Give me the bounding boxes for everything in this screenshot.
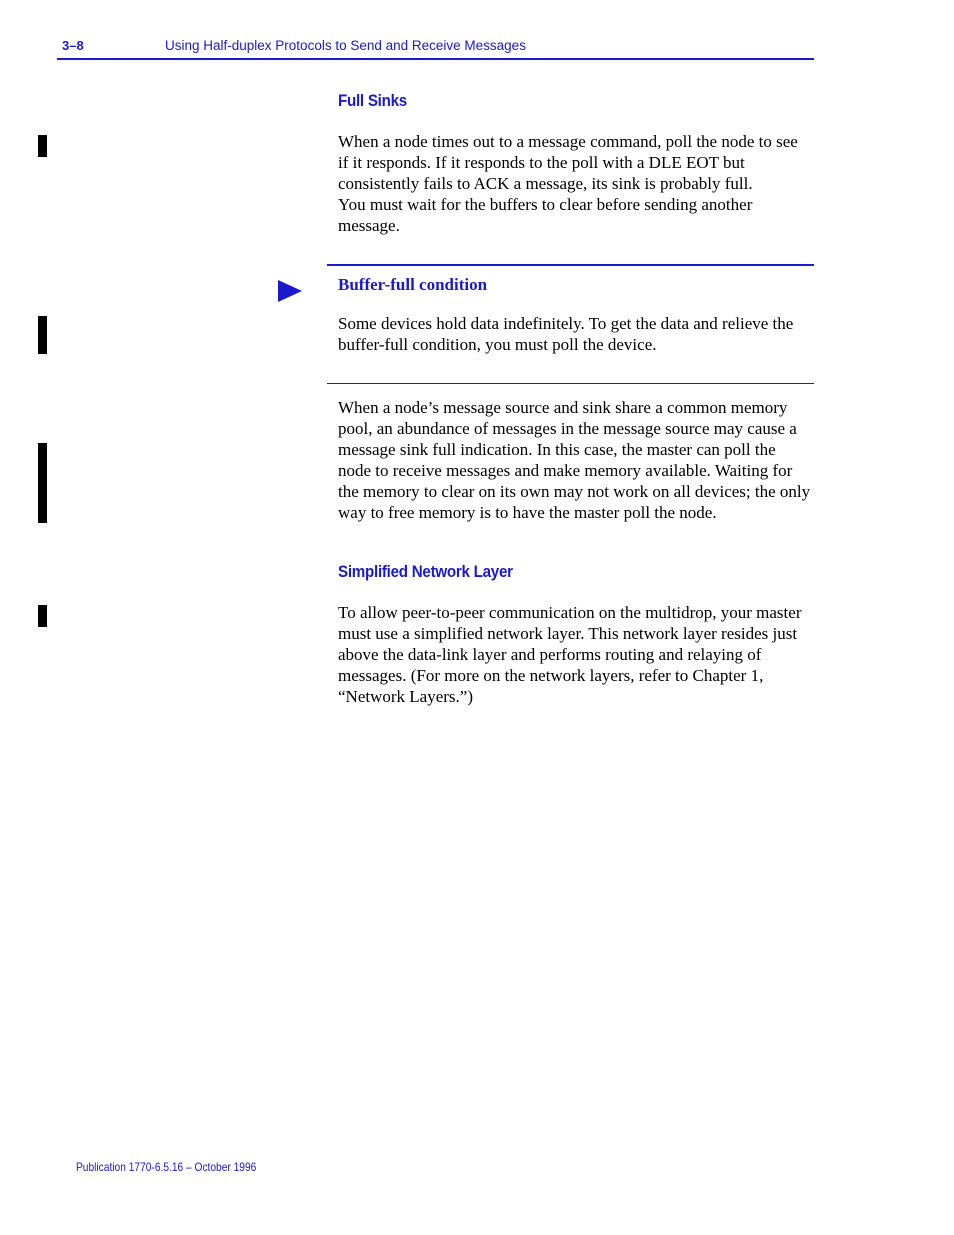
text-line: buffer-full condition, you must poll the device. bbox=[338, 335, 657, 354]
change-bar bbox=[38, 316, 47, 354]
text-line: When a node’s message source and sink share a common memory bbox=[338, 398, 788, 417]
text-line: node to receive messages and make memory available. Waiting for bbox=[338, 461, 793, 480]
text-line: messages. (For more on the network layers, refer to Chapter 1, bbox=[338, 666, 764, 685]
text-line: the memory to clear on its own may not work on all devices; the only bbox=[338, 482, 811, 501]
page-number: 3–8 bbox=[62, 38, 84, 53]
running-header-title: Using Half-duplex Protocols to Send and Receive Messages bbox=[165, 38, 526, 53]
text-line: message. bbox=[338, 216, 400, 235]
change-bar bbox=[38, 443, 47, 523]
text-line: “Network Layers.”) bbox=[338, 687, 473, 706]
text-line: above the data-link layer and performs routing and relaying of bbox=[338, 645, 762, 664]
header-rule bbox=[57, 58, 814, 60]
change-bar bbox=[38, 605, 47, 627]
text-line: if it responds. If it responds to the poll with a DLE EOT but bbox=[338, 153, 745, 172]
text-line: way to free memory is to have the master poll the node. bbox=[338, 503, 717, 522]
paragraph-simplified-network bbox=[338, 602, 818, 707]
paragraph-full-sinks bbox=[338, 131, 818, 236]
note-bottom-rule bbox=[327, 383, 814, 384]
text-line: Some devices hold data indefinitely. To get the data and relieve the bbox=[338, 314, 794, 333]
change-bar bbox=[38, 135, 47, 157]
text-line: You must wait for the buffers to clear before sending another bbox=[338, 195, 753, 214]
note-top-rule bbox=[327, 264, 814, 266]
arrow-right-icon bbox=[278, 280, 302, 307]
section-heading-simplified-network-layer: Simplified Network Layer bbox=[338, 563, 513, 581]
text-line: To allow peer-to-peer communication on the multidrop, your master bbox=[338, 603, 802, 622]
text-line: pool, an abundance of messages in the message source may cause a bbox=[338, 419, 797, 438]
text-line: When a node times out to a message command, poll the node to see bbox=[338, 132, 798, 151]
paragraph-shared-memory bbox=[338, 397, 818, 523]
text-line: message sink full indication. In this case, the master can poll the bbox=[338, 440, 776, 459]
text-line: must use a simplified network layer. This network layer resides just bbox=[338, 624, 798, 643]
section-heading-full-sinks: Full Sinks bbox=[338, 92, 407, 110]
text-line: consistently fails to ACK a message, its sink is probably full. bbox=[338, 174, 753, 193]
note-body bbox=[338, 313, 818, 355]
note-heading: Buffer-full condition bbox=[338, 275, 488, 294]
publication-footer: Publication 1770-6.5.16 – October 1996 bbox=[76, 1160, 257, 1174]
